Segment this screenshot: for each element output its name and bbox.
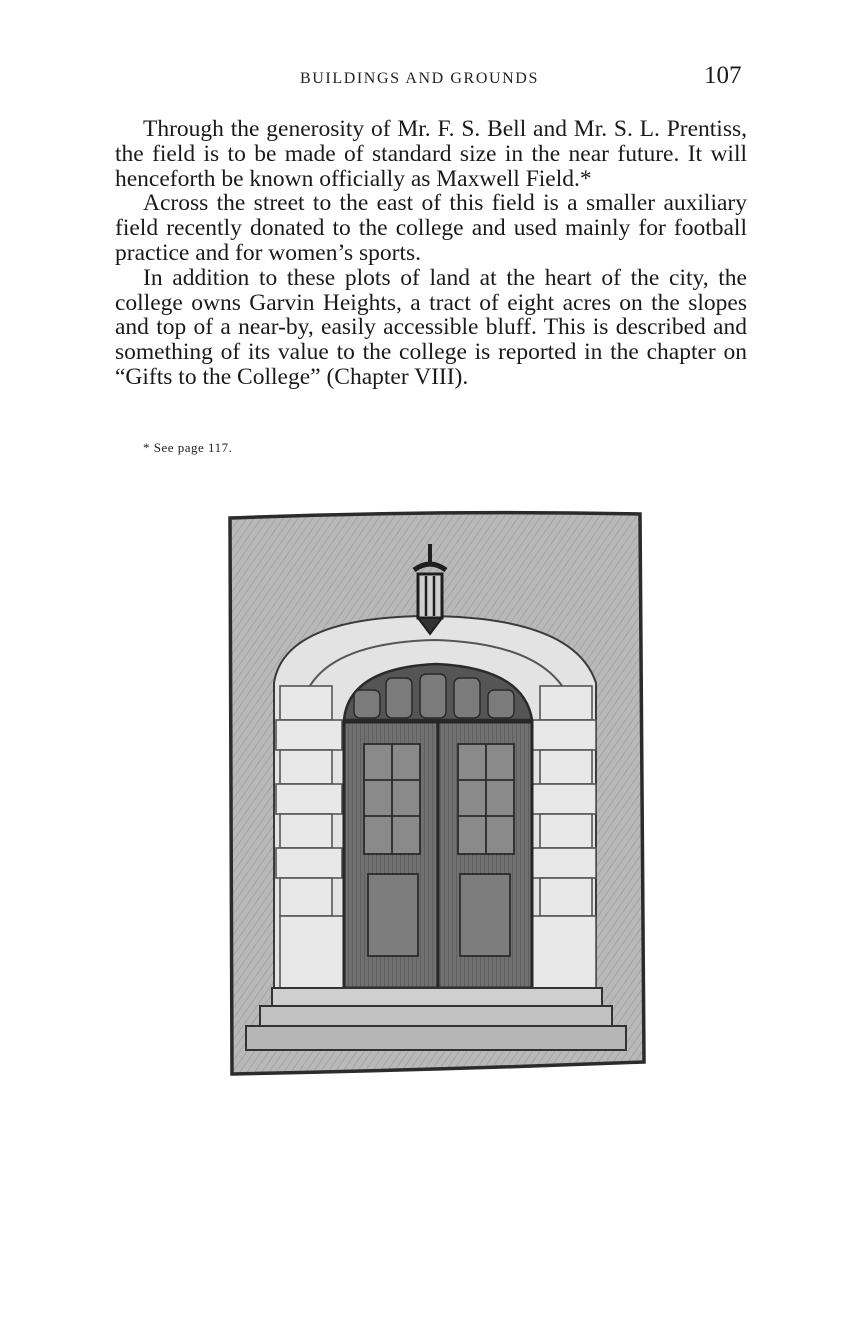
paragraph: Across the street to the east of this field is a smaller auxiliary field recently donated to the college and used mainly for football practice and for women’s sports.	[115, 190, 747, 266]
paragraph: In addition to these plots of land at the heart of the city, the college owns Garvin Heights, a tract of eight acres on the slopes and top of a near-by, easily accessible bluff. This is described and something of its value to the college is reported in the chapter on “Gifts to the College” (Chapter VIII).	[115, 264, 747, 390]
entrance-steps	[246, 988, 626, 1050]
body-text	[115, 117, 747, 390]
page-number: 107	[704, 62, 742, 89]
running-head: BUILDINGS AND GROUNDS	[300, 70, 539, 87]
doorway-illustration	[224, 508, 650, 1078]
paragraph: Through the generosity of Mr. F. S. Bell and Mr. S. L. Prentiss, the field is to be made of standard size in the near future. It will henceforth be known officially as Maxwell Field.*	[115, 116, 747, 192]
footnote: * See page 117.	[143, 440, 233, 455]
doorway-sketch	[224, 508, 650, 1078]
right-quoins	[530, 686, 596, 988]
